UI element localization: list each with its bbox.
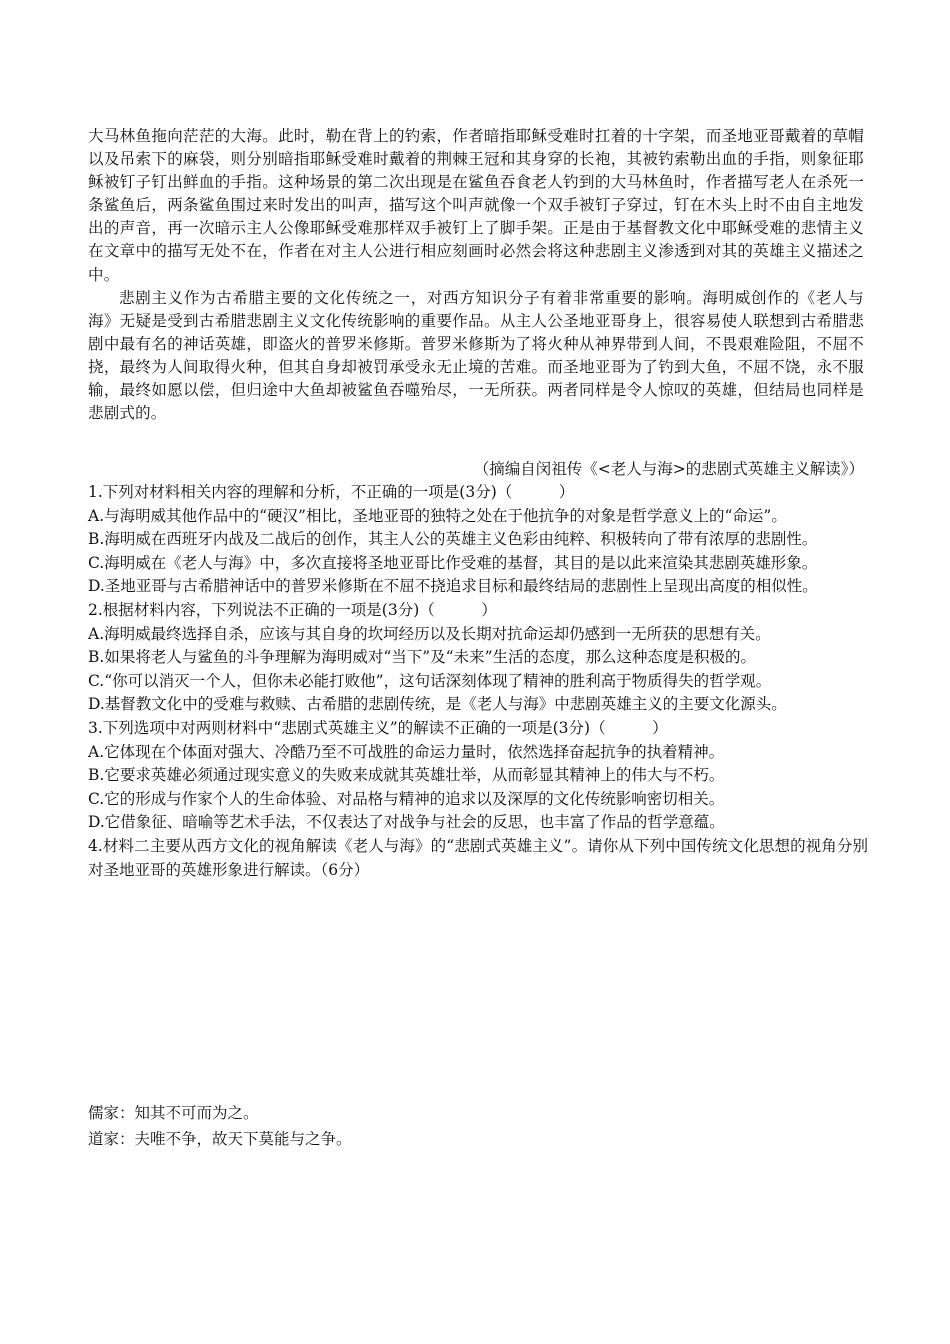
question-3-option-d: D.它借象征、暗喻等艺术手法，不仅表达了对战争与社会的反思，也丰富了作品的哲学意蕴。 (88, 813, 725, 832)
question-2-option-c: C.“你可以消灭一个人，但你未必能打败他”，这句话深刻体现了精神的胜利高于物质得失的哲学观。 (88, 671, 772, 690)
question-list (88, 481, 868, 882)
question-4-stem: 4.材料二主要从西方文化的视角解读《老人与海》的“悲剧式英雄主义”。请你从下列中国传统文化思想的视角分别对圣地亚哥的英雄形象进行解读。（6分） (88, 836, 868, 879)
question-3-stem: 3.下列选项中对两则材料中“悲剧式英雄主义”的解读不正确的一项是(3分)（ ） (88, 718, 668, 737)
question-2-option-a: A.海明威最终选择自杀，应该与其自身的坎坷经历以及长期对抗命运却仍感到一无所获的思想有关。 (88, 624, 771, 643)
reading-passage (88, 125, 864, 425)
question-3-option-b: B.它要求英雄必须通过现实意义的失败来成就其英雄壮举，从而彰显其精神上的伟大与不朽。 (88, 766, 725, 785)
question-1-option-a: A.与海明威其他作品中的“硬汉”相比，圣地亚哥的独特之处在于他抗争的对象是哲学意义上的“命运”。 (88, 506, 787, 525)
passage-paragraph-2: 悲剧主义作为古希腊主要的文化传统之一，对西方知识分子有着非常重要的影响。海明威创作的《老人与海》无疑是受到古希腊悲剧主义文化传统影响的重要作品。从主人公圣地亚哥身上，很容易使人联想到古希腊悲剧中最有名的神话英雄，即盗火的普罗米修斯。普罗米修斯为了将火种从神界带到人间，不畏艰难险阻，不屈不挠，最终为人间取得火种，但其自身却被罚承受永无止境的苦难。而圣地亚哥为了钓到大鱼，不屈不饶，永不服输，最终如愿以偿，但归途中大鱼却被鲨鱼吞噬殆尽，一无所获。两者同样是令人惊叹的英雄，但结局也同样是悲剧式的。 (88, 288, 864, 423)
question-1-option-c: C.海明威在《老人与海》中，多次直接将圣地亚哥比作受难的基督，其目的是以此来渲染其悲剧英雄形象。 (88, 553, 818, 572)
question-2-option-d: D.基督教文化中的受难与救赎、古希腊的悲剧传统，是《老人与海》中悲剧英雄主义的主要文化源头。 (88, 695, 787, 714)
question-1-option-b: B.海明威在西班牙内战及二战后的创作，其主人公的英雄主义色彩由纯粹、积极转向了带有浓厚的悲剧性。 (88, 530, 818, 549)
question-3-option-a: A.它体现在个体面对强大、冷酷乃至不可战胜的命运力量时，依然选择奋起抗争的执着精神。 (88, 742, 725, 761)
question-1-stem: 1.下列对材料相关内容的理解和分析，不正确的一项是(3分)（ ） (88, 483, 575, 501)
question-2-stem: 2.根据材料内容，下列说法不正确的一项是(3分)（ ） (88, 600, 497, 619)
question-1-option-d: D.圣地亚哥与古希腊神话中的普罗米修斯在不屈不挠追求目标和最终结局的悲剧性上呈现出高度的相似性。 (88, 577, 818, 596)
passage-paragraph-1: 大马林鱼拖向茫茫的大海。此时，勒在背上的钓索，作者暗指耶稣受难时扛着的十字架，而圣地亚哥戴着的草帽以及吊索下的麻袋，则分别暗指耶稣受难时戴着的荆棘王冠和其身穿的长袍，其被钓索勒出血的手指，则象征耶稣被钉子钉出鲜血的手指。这种场景的第二次出现是在鲨鱼吞食老人钓到的大马林鱼时，作者描写老人在杀死一条鲨鱼后，两条鲨鱼围过来时发出的叫声，描写这个叫声就像一个双手被钉子穿过，钉在木头上时不由自主地发出的声音，再一次暗示主人公像耶稣受难那样双手被钉上了脚手架。正是由于基督教文化中耶稣受难的悲情主义在文章中的描写无处不在，作者在对主人公进行相应刻画时必然会将这种悲剧主义渗透到对其的英雄主义描述之中。 (88, 127, 864, 284)
confucian-quote: 儒家：知其不可而为之。 (88, 1104, 259, 1122)
question-2-option-b: B.如果将老人与鲨鱼的斗争理解为海明威对“当下”及“未来”生活的态度，那么这种态度是积极的。 (88, 648, 757, 667)
question-4-prompts (88, 1101, 868, 1152)
passage-source: （摘编自闵祖传《<老人与海>的悲剧式英雄主义解读》） (473, 460, 864, 478)
taoist-quote: 道家：夫唯不争，故天下莫能与之争。 (88, 1129, 352, 1148)
question-3-option-c: C.它的形成与作家个人的生命体验、对品格与精神的追求以及深厚的文化传统影响密切相关。 (88, 789, 725, 808)
